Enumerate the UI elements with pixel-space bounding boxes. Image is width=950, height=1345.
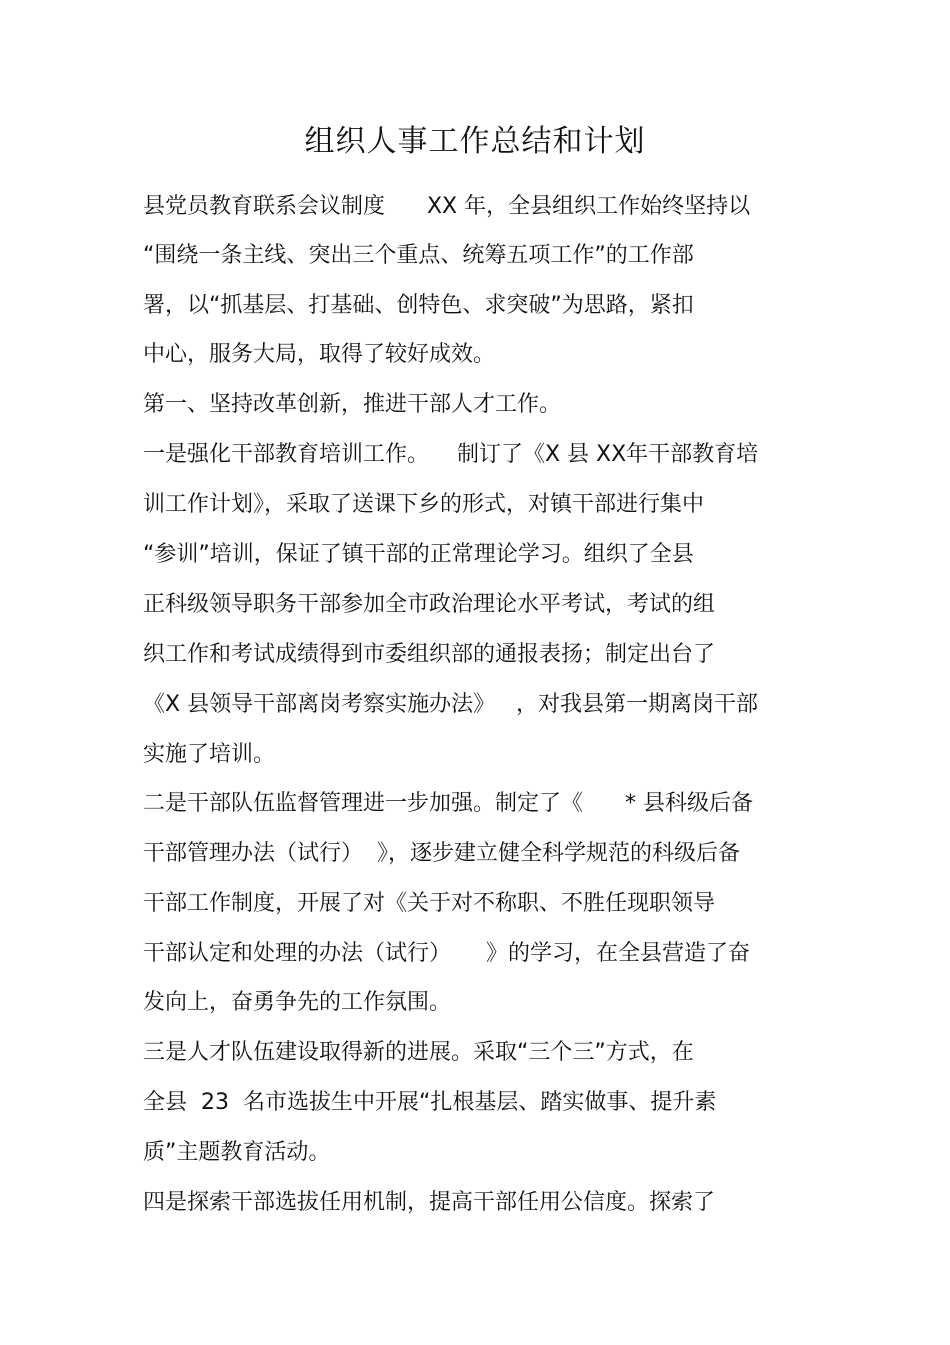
body-line: 一是强化干部教育培训工作。 制订了《X 县 XX年干部教育培 [143, 442, 759, 467]
body-line: 全县 23 名市选拔生中开展“扎根基层、踏实做事、提升素 [143, 1090, 717, 1115]
body-line: 《X 县领导干部离岗考察实施办法》 ，对我县第一期离岗干部 [143, 692, 759, 717]
body-line: 干部认定和处理的办法（试行） 》的学习，在全县营造了奋 [143, 941, 750, 966]
body-line: 实施了培训。 [143, 742, 276, 767]
body-line: “围绕一条主线、突出三个重点、统筹五项工作”的工作部 [143, 243, 694, 268]
body-line: 织工作和考试成绩得到市委组织部的通报表扬；制定出台了 [143, 642, 716, 667]
body-line: 干部管理办法（试行） 》，逐步建立健全科学规范的科级后备 [143, 841, 740, 866]
body-line: 训工作计划》，采取了送课下乡的形式，对镇干部进行集中 [143, 492, 705, 517]
body-line: 质”主题教育活动。 [143, 1140, 331, 1165]
document-title: 组织人事工作总结和计划 [304, 124, 646, 159]
body-line: 署，以“抓基层、打基础、创特色、求突破”为思路，紧扣 [143, 293, 694, 318]
body-line: 正科级领导职务干部参加全市政治理论水平考试，考试的组 [143, 592, 716, 617]
body-line: 中心，服务大局，取得了较好成效。 [143, 342, 496, 367]
section-heading: 第一、坚持改革创新，推进干部人才工作。 [143, 392, 562, 417]
body-line: 干部工作制度，开展了对《关于对不称职、不胜任现职领导 [143, 891, 716, 916]
body-line: 县党员教育联系会议制度 XX 年，全县组织工作始终坚持以 [143, 194, 751, 219]
body-line: 三是人才队伍建设取得新的进展。采取“三个三”方式，在 [143, 1040, 694, 1065]
body-line: “参训”培训，保证了镇干部的正常理论学习。组织了全县 [143, 542, 694, 567]
body-line: 发向上，奋勇争先的工作氛围。 [143, 990, 452, 1015]
body-line: 四是探索干部选拔任用机制，提高干部任用公信度。探索了 [143, 1190, 716, 1215]
body-line: 二是干部队伍监督管理进一步加强。制定了《 * 县科级后备 [143, 791, 753, 816]
